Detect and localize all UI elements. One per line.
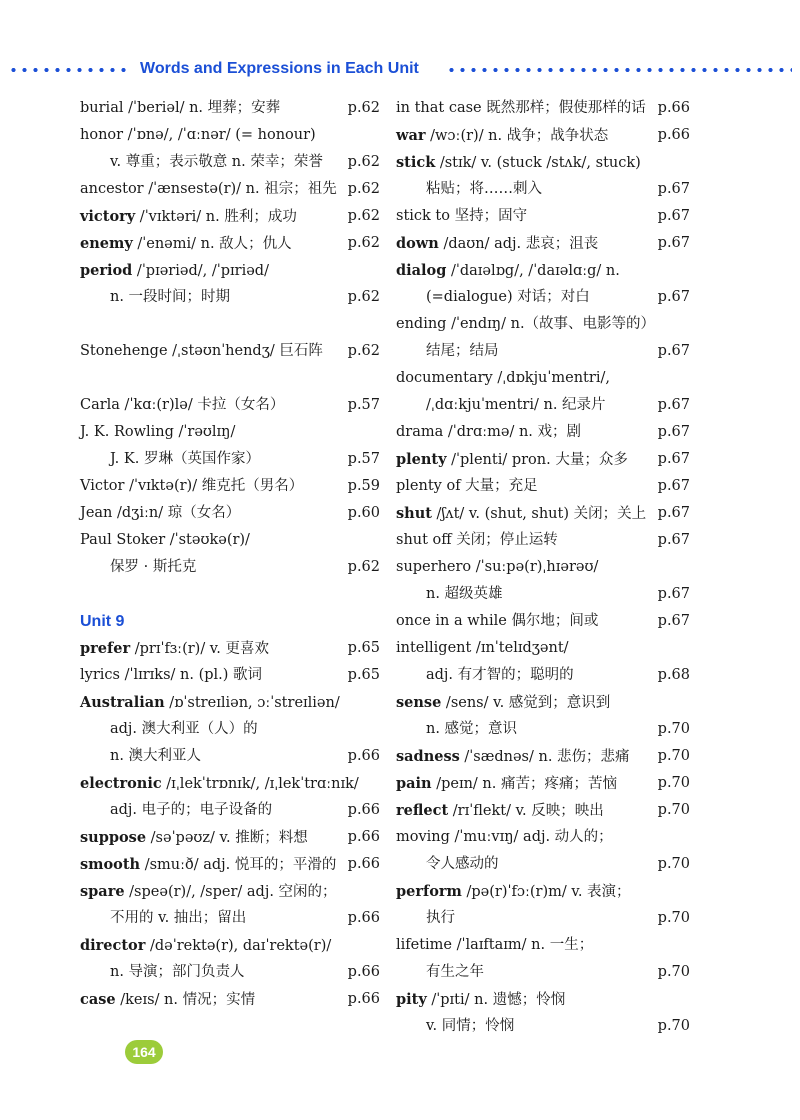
glossary-entry [396,176,690,203]
glossary-entry [396,500,690,527]
glossary-entry [396,446,690,473]
entry-text: victory /ˈvɪktəri/ n. 胜利；成功 [80,208,297,225]
entry-text: burial /ˈberiəl/ n. 埋葬；安葬 [80,100,281,116]
glossary-entry [80,635,380,662]
glossary-entry [396,986,690,1013]
page-reference: p.66 [657,100,690,116]
entry-text: perform /pə(r)ˈfɔː(r)m/ v. 表演； [396,883,631,900]
page-reference: p.65 [347,640,380,656]
entry-text: adj. 有才智的；聪明的 [426,667,574,683]
glossary-entry [396,959,690,986]
glossary-entry [80,878,380,905]
left-column [80,95,380,1013]
page-reference: p.70 [657,802,690,818]
glossary-entry [396,392,690,419]
page-reference: p.66 [347,910,380,926]
glossary-entry [80,905,380,932]
glossary-entry [396,365,690,392]
page-reference: p.66 [347,829,380,845]
entry-text: intelligent /ɪnˈtelɪdʒənt/ [396,640,569,656]
entry-text: dialog /ˈdaɪəlɒg/, /ˈdaɪəlɑːg/ n. [396,262,620,279]
entry-text: plenty of 大量；充足 [396,478,538,494]
page-reference: p.66 [347,991,380,1007]
entry-text: Carla /ˈkɑː(r)lə/ 卡拉（女名） [80,397,285,413]
entry-text: war /wɔː(r)/ n. 战争；战争状态 [396,127,609,144]
glossary-entry [396,905,690,932]
page-reference: p.67 [657,235,690,251]
entry-text: 执行 [426,910,455,926]
glossary-entry [80,716,380,743]
entry-text: suppose /səˈpəʊz/ v. 推断；料想 [80,829,308,846]
page-reference: p.62 [347,181,380,197]
entry-text: plenty /ˈplenti/ pron. 大量；众多 [396,451,628,468]
entry-text: 粘贴；将……刺入 [426,181,542,197]
entry-text: director /dəˈrektə(r), daɪˈrektə(r)/ [80,937,332,954]
glossary-entry [396,608,690,635]
page-reference: p.67 [657,397,690,413]
glossary-entry [396,554,690,581]
page-reference: p.67 [657,478,690,494]
glossary-entry [80,824,380,851]
glossary-entry [396,203,690,230]
glossary-entry [80,392,380,419]
page-reference: p.67 [657,451,690,467]
entry-text: stick /stɪk/ v. (stuck /stʌk/, stuck) [396,154,641,171]
glossary-entry [396,95,690,122]
entry-text: /ˌdɑːkjuˈmentri/ n. 纪录片 [426,397,606,413]
entry-text: enemy /ˈenəmi/ n. 敌人；仇人 [80,235,292,252]
page-reference: p.70 [657,721,690,737]
entry-text: electronic /ɪˌlekˈtrɒnɪk/, /ɪˌlekˈtrɑːnɪk/ [80,775,359,792]
page-reference: p.67 [657,613,690,629]
entry-text: n. 一段时间；时期 [110,289,231,305]
page-reference: p.66 [347,748,380,764]
entry-text: ending /ˈendɪŋ/ n.（故事、电影等的） [396,316,656,332]
glossary-entry [80,230,380,257]
right-column [396,95,690,1040]
entry-text: in that case 既然那样；假使那样的话 [396,100,646,116]
page-reference: p.57 [347,397,380,413]
glossary-entry [396,473,690,500]
glossary-entry [80,851,380,878]
entry-text: n. 超级英雄 [426,586,503,602]
glossary-entry [80,95,380,122]
entry-text: case /keɪs/ n. 情况；实情 [80,991,256,1008]
page-reference: p.67 [657,181,690,197]
entry-text: adj. 澳大利亚（人）的 [110,721,258,737]
entry-text: shut /ʃʌt/ v. (shut, shut) 关闭；关上 [396,505,647,522]
glossary-entry [396,419,690,446]
glossary-entry [80,689,380,716]
glossary-entry [396,797,690,824]
dotted-rule-right [446,67,792,73]
entry-text: period /ˈpɪəriəd/, /ˈpɪriəd/ [80,262,269,279]
header-title: Words and Expressions in Each Unit [140,60,419,77]
page-reference: p.66 [657,127,690,143]
glossary-entry [396,851,690,878]
page-number-badge: 164 [125,1040,163,1064]
glossary-entry [396,932,690,959]
entry-text: smooth /smuːð/ adj. 悦耳的；平滑的 [80,856,337,873]
entry-text: n. 导演；部门负责人 [110,964,245,980]
page-reference: p.67 [657,586,690,602]
glossary-entry [396,149,690,176]
glossary-entry [396,770,690,797]
entry-text: v. 尊重；表示敬意 n. 荣幸；荣誉 [110,154,323,170]
entry-text: 结尾；结局 [426,343,499,359]
page-reference: p.62 [347,100,380,116]
page-reference: p.67 [657,505,690,521]
entry-text: spare /speə(r)/, /sper/ adj. 空闲的； [80,883,337,900]
entry-text: once in a while 偶尔地；间或 [396,613,599,629]
entry-text: reflect /rɪˈflekt/ v. 反映；映出 [396,802,604,819]
entry-text: Paul Stoker /ˈstəʊkə(r)/ [80,532,250,548]
glossary-entry [80,473,380,500]
entry-text: moving /ˈmuːvɪŋ/ adj. 动人的； [396,829,613,845]
glossary-entry [396,635,690,662]
entry-text: documentary /ˌdɒkjuˈmentri/, [396,370,610,386]
page-reference: p.62 [347,208,380,224]
entry-text: Victor /ˈvɪktə(r)/ 维克托（男名） [80,478,304,494]
entry-text: (=dialogue) 对话；对白 [426,289,590,305]
page-reference: p.59 [347,478,380,494]
entry-text: Jean /dʒiːn/ 琼（女名） [80,505,241,521]
glossary-entry [80,986,380,1013]
glossary-entry [80,500,380,527]
page-reference: p.62 [347,559,380,575]
entry-text: Unit 9 [80,613,125,630]
glossary-entry [396,662,690,689]
page-header [0,58,800,86]
page-reference: p.68 [657,667,690,683]
glossary-entry [396,581,690,608]
page-reference: p.67 [657,208,690,224]
entry-text: 保罗 · 斯托克 [110,559,197,575]
dotted-rule-left [8,67,128,73]
glossary-entry [80,554,380,581]
page-reference: p.62 [347,154,380,170]
glossary-entry [396,527,690,554]
spacer [80,311,380,338]
glossary-entry [396,689,690,716]
entry-text: n. 感觉；意识 [426,721,518,737]
page-reference: p.66 [347,802,380,818]
glossary-entry [80,770,380,797]
page-reference: p.60 [347,505,380,521]
page-reference: p.62 [347,289,380,305]
glossary-entry [396,743,690,770]
glossary-entry [396,311,690,338]
page-reference: p.67 [657,289,690,305]
entry-text: pity /ˈpɪti/ n. 遗憾；怜悯 [396,991,566,1008]
entry-text: shut off 关闭；停止运转 [396,532,558,548]
glossary-entry [80,257,380,284]
glossary-entry [80,203,380,230]
page-reference: p.67 [657,343,690,359]
spacer [80,365,380,392]
glossary-entry [396,230,690,257]
entry-text: n. 澳大利亚人 [110,748,202,764]
glossary-entry [80,959,380,986]
glossary-entry [396,122,690,149]
glossary-entry [80,176,380,203]
glossary-entry [80,446,380,473]
entry-text: v. 同情；怜悯 [426,1018,515,1034]
page-reference: p.70 [657,856,690,872]
entry-text: drama /ˈdrɑːmə/ n. 戏；剧 [396,424,581,440]
entry-text: J. K. 罗琳（英国作家） [110,451,260,467]
glossary-entry [80,338,380,365]
entry-text: adj. 电子的；电子设备的 [110,802,273,818]
page-reference: p.67 [657,424,690,440]
page-reference: p.67 [657,532,690,548]
page-reference: p.65 [347,667,380,683]
page-reference: p.70 [657,1018,690,1034]
entry-text: J. K. Rowling /ˈrəʊlɪŋ/ [80,424,236,440]
page-reference: p.70 [657,775,690,791]
entry-text: honor /ˈɒnə/, /ˈɑːnər/ (= honour) [80,127,316,143]
entry-text: lyrics /ˈlɪrɪks/ n. (pl.) 歌词 [80,667,263,683]
entry-text: stick to 坚持；固守 [396,208,528,224]
entry-text: lifetime /ˈlaɪftaɪm/ n. 一生； [396,937,594,953]
entry-text: ancestor /ˈænsestə(r)/ n. 祖宗；祖先 [80,181,337,197]
glossary-entry [396,284,690,311]
entry-text: 有生之年 [426,964,484,980]
glossary-entry [80,419,380,446]
glossary-entry [80,284,380,311]
entry-text: prefer /prɪˈfɜː(r)/ v. 更喜欢 [80,640,269,657]
entry-text: Stonehenge /ˌstəʊnˈhendʒ/ 巨石阵 [80,343,323,359]
glossary-entry [80,662,380,689]
page-reference: p.62 [347,235,380,251]
entry-text: sadness /ˈsædnəs/ n. 悲伤；悲痛 [396,748,630,765]
glossary-entry [396,338,690,365]
page-reference: p.62 [347,343,380,359]
page-reference: p.70 [657,910,690,926]
glossary-entry [80,743,380,770]
glossary-entry [80,527,380,554]
entry-text: pain /peɪn/ n. 痛苦；疼痛；苦恼 [396,775,617,792]
glossary-entry [80,122,380,149]
glossary-entry [396,878,690,905]
glossary-entry [396,716,690,743]
spacer [80,581,380,608]
page-reference: p.70 [657,748,690,764]
entry-text: 不用的 v. 抽出；留出 [110,910,247,926]
page-reference: p.66 [347,856,380,872]
entry-text: sense /sens/ v. 感觉到；意识到 [396,694,611,711]
entry-text: down /daʊn/ adj. 悲哀；沮丧 [396,235,599,252]
entry-text: superhero /ˈsuːpə(r)ˌhɪərəʊ/ [396,559,599,575]
glossary-entry [80,149,380,176]
unit-heading [80,608,380,635]
glossary-entry [80,932,380,959]
page-reference: p.70 [657,964,690,980]
glossary-entry [80,797,380,824]
entry-text: Australian /ɒˈstreɪliən, ɔːˈstreɪliən/ [80,694,340,711]
glossary-entry [396,1013,690,1040]
glossary-entry [396,257,690,284]
page-reference: p.66 [347,964,380,980]
page-reference: p.57 [347,451,380,467]
entry-text: 令人感动的 [426,856,499,872]
glossary-entry [396,824,690,851]
